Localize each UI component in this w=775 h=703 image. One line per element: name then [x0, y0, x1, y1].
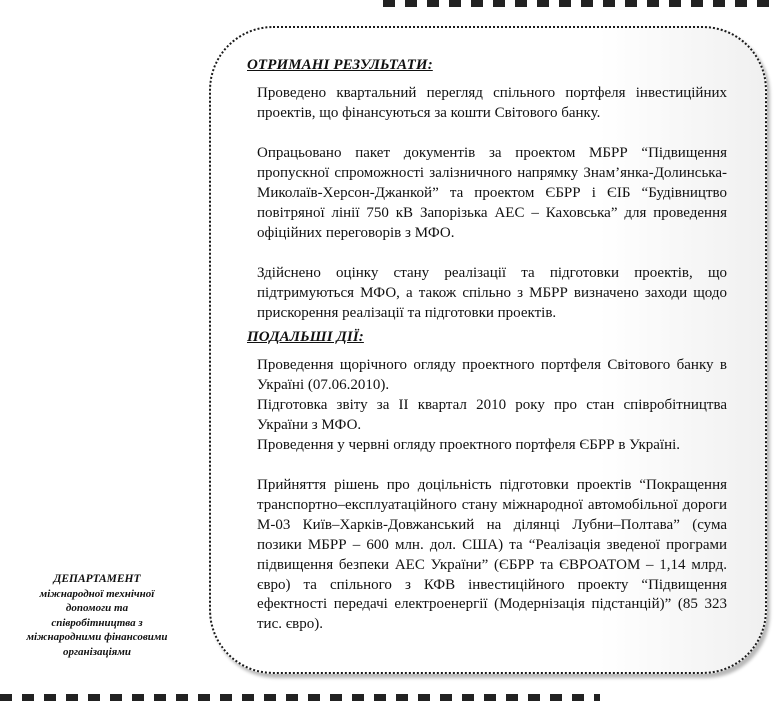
results-heading: ОТРИМАНІ РЕЗУЛЬТАТИ:: [247, 57, 433, 73]
department-subtitle-line: організаціями: [62, 645, 131, 658]
department-subtitle-line: міжнародними фінансовими: [26, 631, 168, 643]
bottom-dashed-border: [0, 694, 600, 701]
department-subtitle-line: співробітництва з: [51, 616, 143, 629]
results-paragraph-2: Опрацьовано пакет документів за проектом МБРР “Підвищення пропускної спроможності залізничного напрямку Знам’янка-Долинська-Миколаїв-Херсон-Джанкой” та проектом ЄБРР і ЄІБ “Будівництво повітряної лінії 750 кВ Запорізька АЕС – Каховська” для проведення офіційних переговорів з МФО.: [257, 145, 727, 241]
next-steps-paragraph-3: Проведення у червні огляду проектного портфеля ЄБРР в Україні.: [257, 437, 681, 453]
department-subtitle-line: міжнародної технічної: [39, 587, 155, 600]
results-paragraph-1: Проведено квартальний перегляд спільного портфеля інвестиційних проектів, що фінансуються за кошти Світового банку.: [257, 85, 727, 121]
next-steps-paragraph-2: Підготовка звіту за ІІ квартал 2010 року про стан співробітництва України з МФО.: [257, 397, 727, 433]
next-steps-heading: ПОДАЛЬШІ ДІЇ:: [247, 329, 364, 345]
results-paragraph-3: Здійснено оцінку стану реалізації та підготовки проектів, що підтримуються МФО, а також спільно з МБРР визначено заходи щодо прискорення реалізації та підготовки проектів.: [257, 265, 727, 321]
department-title: ДЕПАРТАМЕНТ: [53, 573, 141, 585]
next-steps-paragraph-1: Проведення щорічного огляду проектного портфеля Світового банку в Україні (07.06.2010).: [257, 357, 727, 393]
top-dashed-border: [383, 0, 775, 7]
next-steps-paragraph-4: Прийняття рішень про доцільність підготовки проектів “Покращення транспортно–експлуатаційного стану міжнародної автомобільної дороги М-03 Київ–Харків-Довжанський на ділянці Лубни–Полтава” (сума позики МБРР – 600 млн. дол. США) та “Реалізація зведеної програми підвищення безпеки АЕС України” (ЄБРР та ЄВРОАТОМ – 1,14 млрд. євро) та спільного з КФВ інвестиційного проекту “Підвищення ефектності передачі електроенергії (Модернізація підстанцій)” (85 323 тис. євро).: [257, 477, 727, 633]
department-subtitle-line: допомоги та: [65, 602, 129, 614]
department-caption: [0, 572, 194, 659]
